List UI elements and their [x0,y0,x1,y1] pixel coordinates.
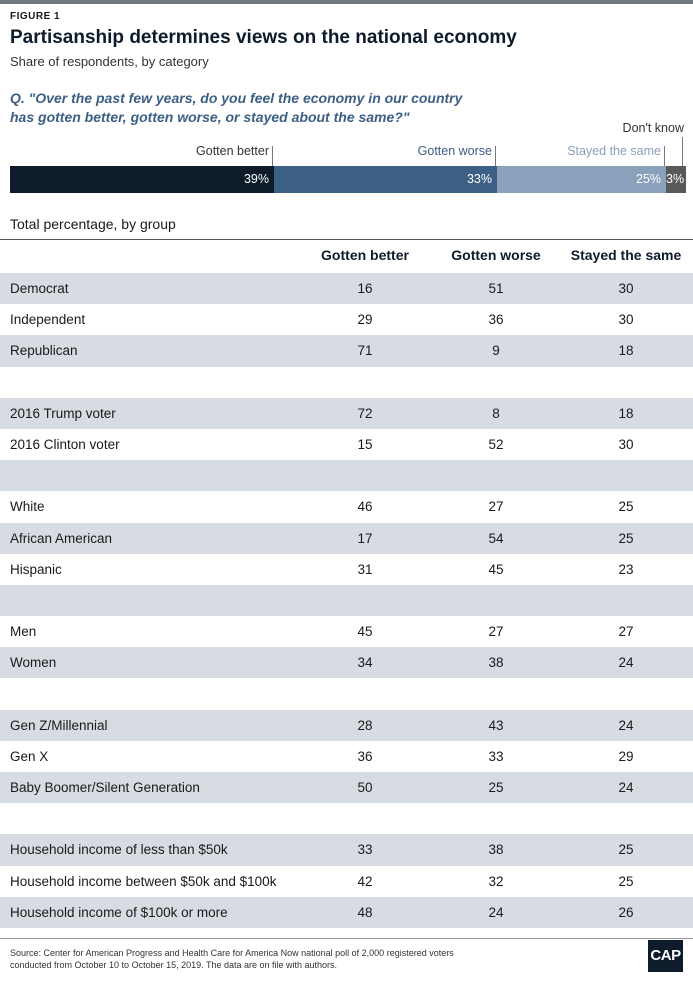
cell-better: 71 [357,343,373,359]
cell-better: 29 [357,312,373,328]
cell-worse: 38 [488,655,504,671]
table-row [0,647,693,678]
cell-worse: 38 [488,842,504,858]
cell-worse: 27 [488,499,504,515]
cell-worse: 32 [488,873,504,889]
row-label: Household income between $50k and $100k [10,873,277,889]
bar-tick-dont-know [682,137,683,166]
source-note [10,947,530,971]
row-label: Household income of less than $50k [10,842,228,858]
row-label: Independent [10,312,86,328]
column-header-same: Stayed the same [570,247,682,263]
cell-same: 24 [618,655,634,671]
cell-better: 50 [357,780,373,795]
row-label: 2016 Trump voter [10,405,116,421]
row-label: Gen Z/Millennial [10,717,108,733]
cell-better: 16 [357,281,373,296]
table-row [0,772,693,803]
figure-subtitle: Share of respondents, by category [10,54,209,69]
cell-better: 31 [357,561,373,577]
row-label: Hispanic [10,561,62,577]
cell-better: 42 [357,873,373,889]
cell-same: 24 [618,717,634,733]
cap-logo: CAP [648,940,683,972]
cell-same: 24 [618,780,634,795]
cell-worse: 45 [488,561,504,577]
table-spacer-row [0,460,693,491]
bar-tick-same [664,146,665,166]
row-label: Household income of $100k or more [10,904,228,920]
cell-better: 17 [357,530,373,546]
table-row [0,741,693,772]
column-header-better: Gotten better [321,247,409,263]
row-label: White [10,499,45,515]
cell-same: 25 [618,842,634,858]
figure-label: FIGURE 1 [10,11,61,22]
bar-segment-dont-know: 3% [666,166,686,193]
cell-same: 30 [618,281,634,296]
table-row [0,866,693,897]
table-spacer-row [0,367,693,398]
cell-better: 34 [357,655,373,671]
cell-better: 36 [357,748,373,764]
table-title: Total percentage, by group [10,216,176,232]
cell-same: 29 [618,748,634,764]
cell-same: 18 [618,405,634,421]
cell-same: 25 [618,530,634,546]
cell-same: 26 [618,904,634,920]
cell-worse: 8 [492,405,500,421]
row-label: 2016 Clinton voter [10,436,120,452]
cell-worse: 43 [488,717,504,733]
table-row [0,523,693,554]
cell-worse: 52 [488,436,504,452]
bar-label-dont-know: Don't know [622,121,684,135]
table-spacer-row [0,678,693,709]
row-label: Men [10,624,37,640]
source-line-1: Source: Center for American Progress and Health Care for America Now national poll of 2,000 registered voters [10,948,454,958]
cell-worse: 24 [488,904,504,920]
bar-segment-better: 39% [10,166,274,193]
question-line-2: has gotten better, gotten worse, or stayed about the same?" [10,109,410,125]
column-header-worse: Gotten worse [451,247,541,263]
cell-worse: 51 [488,281,504,296]
table-row [0,398,693,429]
table-row [0,335,693,366]
cell-better: 45 [357,624,373,640]
cell-same: 25 [618,873,634,889]
cell-worse: 9 [492,343,500,359]
figure-title: Partisanship determines views on the national economy [10,27,517,48]
source-line-2: conducted from October 10 to October 15, 2019. The data are on file with authors. [10,960,338,970]
table-row [0,429,693,460]
cell-better: 28 [357,717,373,733]
bar-segment-same: 25% [497,166,666,193]
table-row [0,554,693,585]
cell-same: 30 [618,312,634,328]
data-table [0,273,693,928]
cell-same: 25 [618,499,634,515]
footer-rule [0,938,693,939]
cell-better: 72 [357,405,373,421]
table-row [0,273,693,304]
table-spacer-row [0,585,693,616]
cell-worse: 54 [488,530,504,546]
row-label: African American [10,530,113,546]
table-row [0,897,693,928]
cell-same: 27 [618,624,634,640]
bar-label-same: Stayed the same [567,144,661,158]
bar-tick-worse [495,146,496,166]
cell-better: 15 [357,436,373,452]
row-label: Baby Boomer/Silent Generation [10,780,200,795]
table-spacer-row [0,803,693,834]
row-label: Republican [10,343,78,359]
survey-question [10,89,480,127]
cell-same: 23 [618,561,634,577]
bar-tick-better [272,146,273,166]
cell-worse: 36 [488,312,504,328]
table-rule [0,239,693,240]
row-label: Women [10,655,57,671]
stacked-bar [10,166,686,193]
table-row [0,616,693,647]
cell-same: 18 [618,343,634,359]
table-row [0,710,693,741]
bar-label-better: Gotten better [196,144,269,158]
table-row [0,304,693,335]
top-rule [0,0,693,4]
table-row [0,834,693,865]
row-label: Gen X [10,748,49,764]
cell-better: 33 [357,842,373,858]
cell-better: 48 [357,904,373,920]
row-label: Democrat [10,281,69,296]
table-row [0,491,693,522]
question-line-1: Q. "Over the past few years, do you feel the economy in our country [10,90,463,106]
bar-label-worse: Gotten worse [417,144,492,158]
cell-same: 30 [618,436,634,452]
cell-worse: 27 [488,624,504,640]
bar-segment-worse: 33% [274,166,497,193]
cell-worse: 33 [488,748,504,764]
cell-better: 46 [357,499,373,515]
cell-worse: 25 [488,780,504,795]
